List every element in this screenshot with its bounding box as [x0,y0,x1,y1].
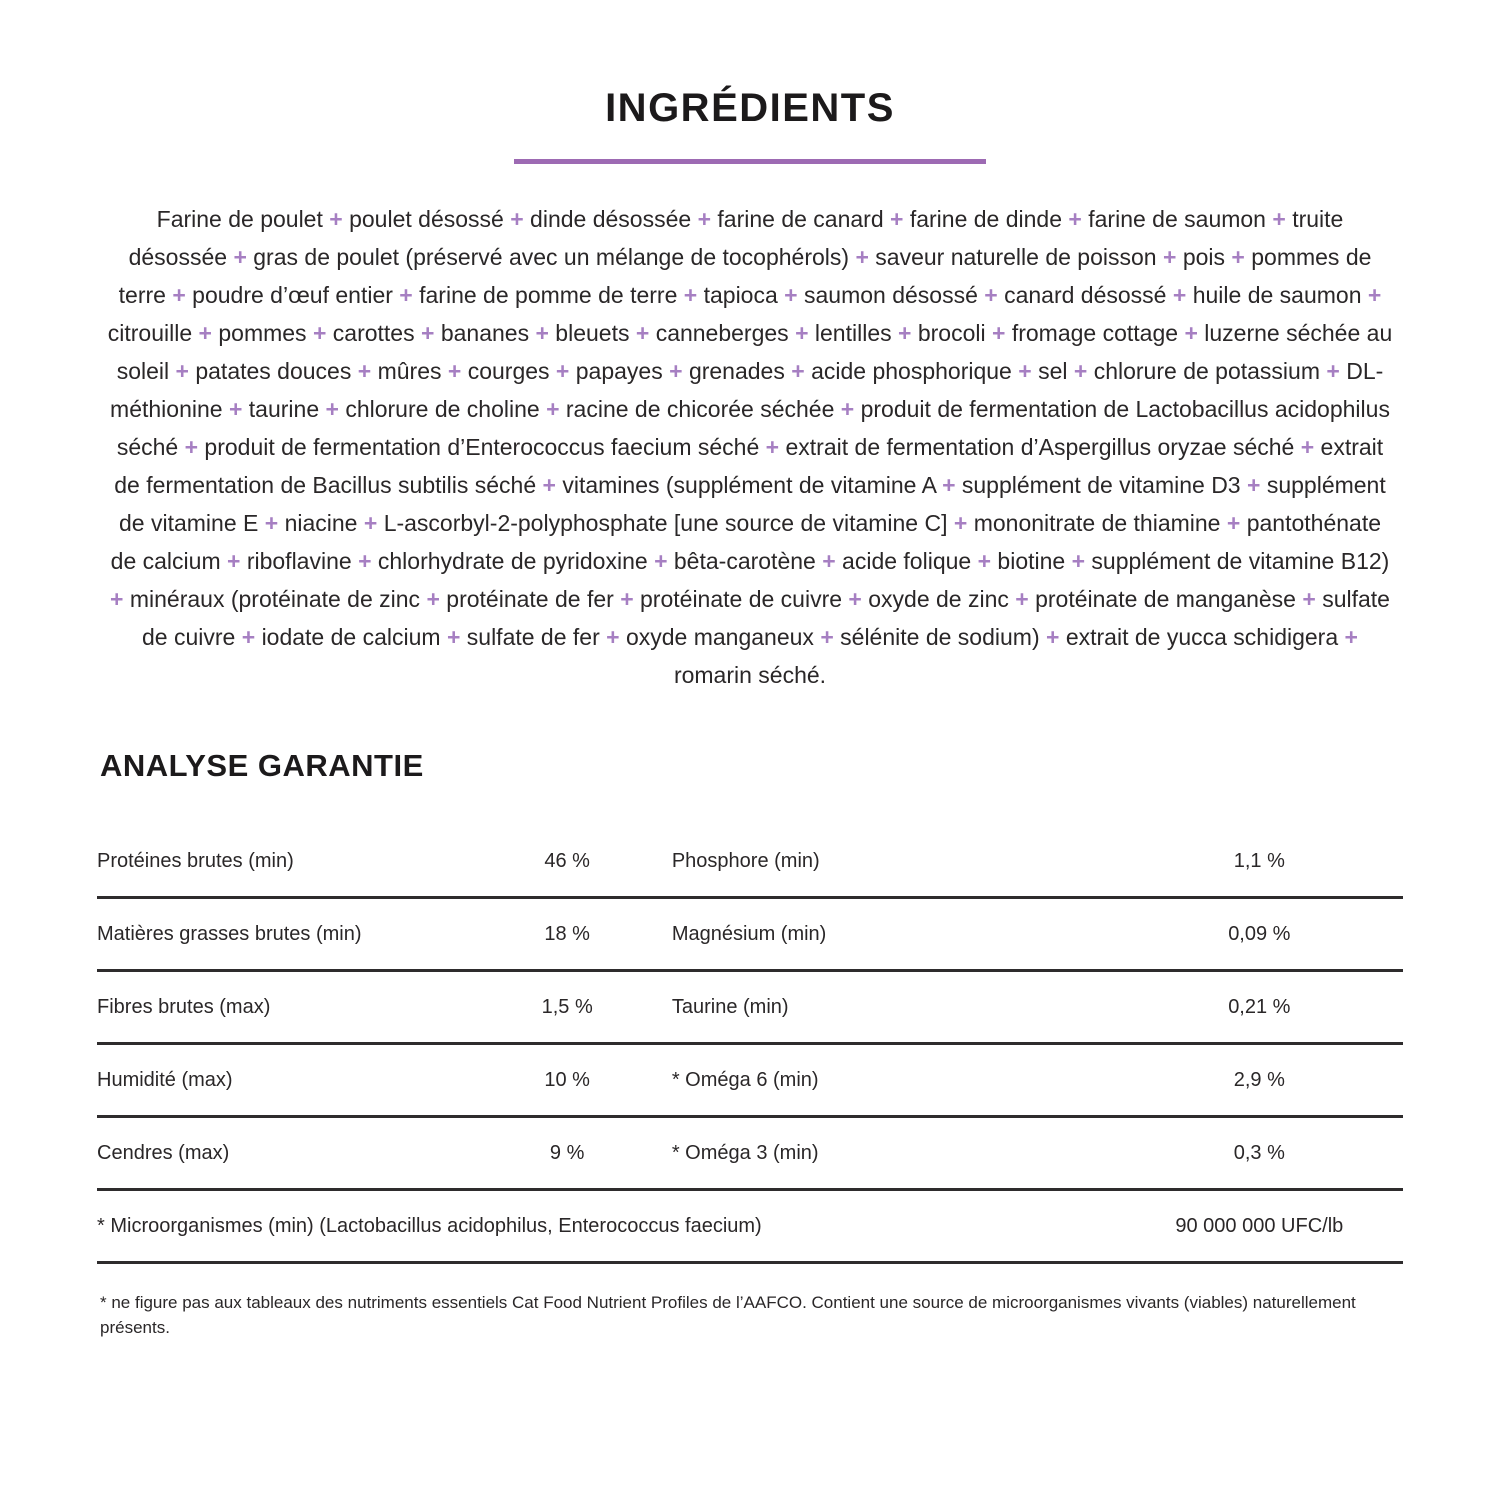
ingredient-item: acide folique [842,548,972,574]
ingredient-item: vitamines (supplément de vitamine A [562,472,936,498]
plus-separator: + [784,282,798,308]
analysis-label: Fibres brutes (max) [97,995,271,1018]
title-underline [514,159,986,164]
ingredient-item: carottes [332,320,415,346]
ingredient-item: brocoli [917,320,986,346]
plus-separator: + [635,320,650,346]
plus-separator: + [1226,510,1241,536]
ingredient-item: iodate de calcium [261,624,441,650]
plus-separator: + [421,320,435,346]
plus-separator: + [542,472,556,498]
ingredient-item: truite désossée [128,206,1344,270]
plus-separator: + [358,548,372,574]
plus-separator: + [669,358,683,384]
analysis-value: 0,3 % [1233,1141,1285,1164]
ingredient-item: saveur naturelle de poisson [875,244,1157,270]
plus-separator: + [1018,358,1032,384]
guaranteed-analysis-section [97,748,1403,1340]
ingredient-item: saumon désossé [803,282,978,308]
plus-separator: + [697,206,711,232]
plus-separator: + [848,586,862,612]
plus-separator: + [184,434,199,460]
analysis-footnote: * ne figure pas aux tableaux des nutriments essentiels Cat Food Nutrient Profiles de l’AAFCO. Contient une source de microorganismes vivants (viables) naturellement présents. [100,1293,1356,1337]
analysis-row [97,826,1403,899]
analysis-table [97,826,1403,1264]
ingredient-item: poudre d’œuf entier [192,282,393,308]
ingredient-item: L-ascorbyl-2-polyphosphate [une source de vitamine C] [383,510,948,536]
ingredient-item: sulfate de cuivre [142,586,1390,650]
analysis-value: 0,21 % [1228,995,1291,1018]
ingredient-item: supplément de vitamine D3 [961,472,1241,498]
plus-separator: + [1068,206,1082,232]
analysis-label: * Oméga 3 (min) [671,1141,819,1164]
plus-separator: + [1326,358,1340,384]
ingredient-item: sélénite de sodium) [840,624,1040,650]
analysis-label: Protéines brutes (min) [97,849,294,872]
plus-separator: + [1231,244,1245,270]
ingredient-item: sel [1038,358,1068,384]
analysis-value: 90 000 000 UFC/lb [1175,1214,1344,1237]
ingredient-item: patates douces [195,358,352,384]
plus-separator: + [1071,548,1086,574]
analysis-value: 10 % [544,1068,590,1091]
ingredient-item: bleuets [555,320,630,346]
plus-separator: + [1367,282,1382,308]
analysis-value: 18 % [544,922,590,945]
plus-separator: + [654,548,668,574]
ingredient-item: oxyde de zinc [868,586,1009,612]
ingredient-item: supplément de vitamine B12) [1091,548,1390,574]
ingredient-item: produit de fermentation d’Enterococcus faecium séché [204,434,760,460]
ingredient-item: racine de chicorée séchée [565,396,835,422]
analysis-value: 2,9 % [1233,1068,1285,1091]
analysis-heading: ANALYSE GARANTIE [100,748,424,783]
analysis-value: 0,09 % [1228,922,1291,945]
plus-separator: + [175,358,189,384]
page-title: INGRÉDIENTS [605,86,895,130]
ingredient-item: pommes de terre [118,244,1372,308]
plus-separator: + [399,282,413,308]
ingredient-item: Farine de poulet [156,206,323,232]
plus-separator: + [357,358,372,384]
ingredient-item: extrait de fermentation de Bacillus subtilis séché [114,434,1384,498]
analysis-label: Phosphore (min) [671,849,820,872]
ingredient-item: riboflavine [246,548,352,574]
ingredient-item: luzerne séchée au soleil [116,320,1393,384]
plus-separator: + [555,358,570,384]
ingredient-item: chlorhydrate de pyridoxine [377,548,648,574]
microorganisms-row [97,1191,1403,1264]
plus-separator: + [110,586,124,612]
ingredient-item: biotine [997,548,1066,574]
plus-separator: + [1302,586,1316,612]
plus-separator: + [992,320,1006,346]
analysis-row [97,972,1403,1045]
analysis-label: Humidité (max) [97,1068,233,1091]
plus-separator: + [241,624,256,650]
ingredients-header [0,0,1500,164]
plus-separator: + [1184,320,1198,346]
ingredient-item: taurine [248,396,320,422]
ingredient-item: courges [467,358,550,384]
analysis-row [97,899,1403,972]
ingredient-item: grenades [688,358,785,384]
plus-separator: + [822,548,836,574]
plus-separator: + [1015,586,1029,612]
ingredient-item: fromage cottage [1011,320,1179,346]
ingredients-paragraph [108,200,1393,694]
plus-separator: + [546,396,560,422]
ingredient-item: extrait de yucca schidigera [1065,624,1339,650]
ingredient-item: produit de fermentation de Lactobacillus acidophilus séché [116,396,1390,460]
ingredient-item: chlorure de potassium [1093,358,1320,384]
plus-separator: + [198,320,212,346]
ingredient-item: sulfate de fer [466,624,600,650]
ingredient-item: mûres [377,358,442,384]
ingredient-item: farine de pomme de terre [419,282,678,308]
plus-separator: + [227,548,241,574]
ingredient-item: citrouille [107,320,193,346]
plus-separator: + [1344,624,1358,650]
plus-separator: + [820,624,834,650]
plus-separator: + [447,358,462,384]
plus-separator: + [1300,434,1315,460]
ingredient-item: canard désossé [1004,282,1167,308]
plus-separator: + [890,206,904,232]
plus-separator: + [765,434,780,460]
ingredient-item: lentilles [814,320,892,346]
plus-separator: + [942,472,956,498]
ingredient-item: papayes [575,358,663,384]
ingredient-item: protéinate de manganèse [1035,586,1296,612]
analysis-value: 1,5 % [541,995,593,1018]
ingredient-item: farine de saumon [1088,206,1266,232]
analysis-row [97,1045,1403,1118]
ingredient-item: tapioca [703,282,778,308]
ingredient-item: minéraux (protéinate de zinc [129,586,421,612]
plus-separator: + [510,206,524,232]
ingredient-item: poulet désossé [349,206,504,232]
plus-separator: + [1046,624,1060,650]
plus-separator: + [840,396,855,422]
ingredient-item: bananes [440,320,530,346]
ingredient-item: romarin séché. [673,662,827,688]
analysis-label: Matières grasses brutes (min) [97,922,362,945]
ingredient-item: protéinate de fer [446,586,614,612]
ingredient-item: extrait de fermentation d’Aspergillus oryzae séché [785,434,1295,460]
plus-separator: + [233,244,247,270]
ingredient-item: chlorure de choline [345,396,540,422]
analysis-value: 1,1 % [1233,849,1285,872]
ingredient-item: canneberges [655,320,789,346]
analysis-label: Taurine (min) [671,995,789,1018]
analysis-label: * Microorganismes (min) (Lactobacillus acidophilus, Enterococcus faecium) [97,1214,762,1237]
ingredient-item: farine de dinde [909,206,1063,232]
plus-separator: + [606,624,620,650]
plus-separator: + [325,396,339,422]
plus-separator: + [264,510,279,536]
ingredient-item: pantothénate de calcium [110,510,1381,574]
ingredient-item: acide phosphorique [811,358,1012,384]
plus-separator: + [683,282,698,308]
plus-separator: + [1172,282,1187,308]
plus-separator: + [977,548,992,574]
ingredient-item: pommes [218,320,307,346]
ingredient-item: supplément de vitamine E [119,472,1386,536]
ingredient-item: DL-méthionine [110,358,1384,422]
ingredient-item: pois [1182,244,1226,270]
analysis-value: 9 % [549,1141,585,1164]
plus-separator: + [1162,244,1177,270]
plus-separator: + [898,320,912,346]
ingredient-item: dinde désossée [530,206,692,232]
plus-separator: + [1073,358,1088,384]
analysis-label: Cendres (max) [97,1141,230,1164]
plus-separator: + [312,320,327,346]
plus-separator: + [620,586,634,612]
plus-separator: + [855,244,869,270]
analysis-label: Magnésium (min) [671,922,827,945]
plus-separator: + [1247,472,1261,498]
plus-separator: + [953,510,968,536]
analysis-label: * Oméga 6 (min) [671,1068,819,1091]
plus-separator: + [228,396,243,422]
ingredient-item: huile de saumon [1192,282,1362,308]
plus-separator: + [984,282,998,308]
plus-separator: + [446,624,461,650]
analysis-value: 46 % [544,849,590,872]
ingredient-item: mononitrate de thiamine [973,510,1221,536]
ingredient-item: protéinate de cuivre [640,586,843,612]
analysis-row [97,1118,1403,1191]
plus-separator: + [426,586,440,612]
plus-separator: + [363,510,378,536]
plus-separator: + [791,358,805,384]
ingredient-item: gras de poulet (préservé avec un mélange de tocophérols) [253,244,850,270]
ingredient-item: niacine [284,510,358,536]
plus-separator: + [172,282,186,308]
ingredient-item: bêta-carotène [673,548,816,574]
ingredient-item: oxyde manganeux [625,624,814,650]
plus-separator: + [329,206,343,232]
plus-separator: + [795,320,809,346]
ingredient-item: farine de canard [717,206,884,232]
plus-separator: + [1272,206,1286,232]
plus-separator: + [535,320,549,346]
